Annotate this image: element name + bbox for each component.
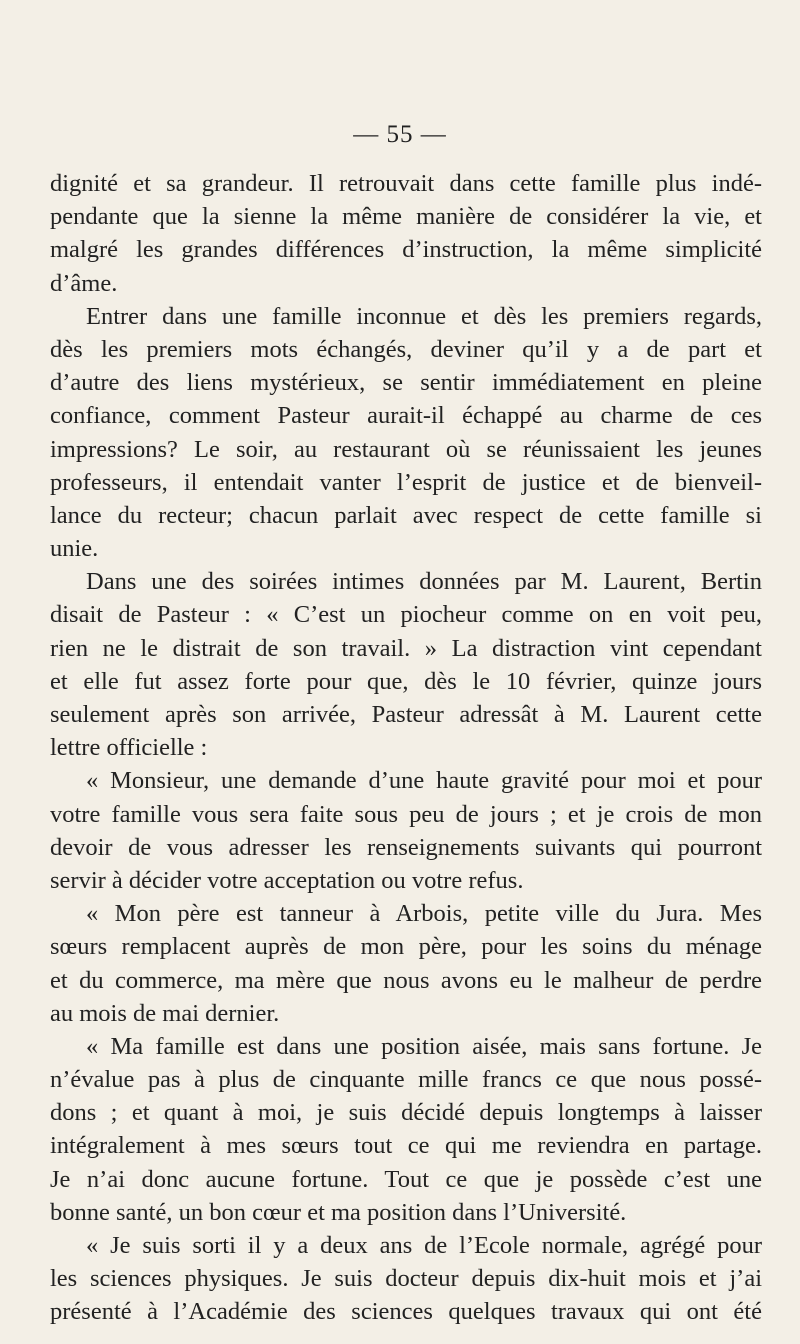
body-text [50, 167, 762, 1329]
text-line: seulement après son arrivée, Pasteur adressât à M. Laurent cette [50, 701, 762, 728]
text-line: Je n’ai donc aucune fortune. Tout ce que je possède c’est une [50, 1165, 762, 1193]
text-line: pendante que la sienne la même manière de considérer la vie, et [50, 203, 762, 231]
text-line: « Monsieur, une demande d’une haute gravité pour moi et pour [86, 767, 762, 795]
text-line: dès les premiers mots échangés, deviner qu’il y a de part et [50, 335, 762, 363]
page-number: — 55 — [353, 121, 447, 148]
text-line: et elle fut assez forte pour que, dès le 10 février, quinze jours [50, 667, 762, 695]
text-line: sœurs remplacent auprès de mon père, pour les soins du ménage [50, 933, 762, 961]
text-line: confiance, comment Pasteur aurait-il échappé au charme de ces [50, 402, 762, 430]
text-line: « Je suis sorti il y a deux ans de l’Ecole normale, agrégé pour [86, 1232, 762, 1259]
text-line: « Ma famille est dans une position aisée, mais sans fortune. Je [86, 1032, 762, 1060]
text-line: votre famille vous sera faite sous peu de jours ; et je crois de mon [50, 800, 762, 828]
text-line: lance du recteur; chacun parlait avec respect de cette famille si [50, 501, 762, 529]
text-line: d’âme. [50, 269, 118, 297]
text-line: présenté à l’Académie des sciences quelques travaux qui ont été [50, 1298, 762, 1326]
text-line: n’évalue pas à plus de cinquante mille francs ce que nous possé- [50, 1066, 762, 1094]
text-line: bonne santé, un bon cœur et ma position dans l’Université. [50, 1198, 627, 1226]
text-line: Entrer dans une famille inconnue et dès les premiers regards, [86, 302, 762, 330]
text-line: lettre officielle : [50, 734, 208, 762]
text-line: devoir de vous adresser les renseignements suivants qui pourront [50, 833, 762, 861]
text-line: dignité et sa grandeur. Il retrouvait dans cette famille plus indé- [50, 170, 762, 197]
text-line: « Mon père est tanneur à Arbois, petite ville du Jura. Mes [86, 900, 762, 928]
text-line: au mois de mai dernier. [50, 999, 280, 1027]
text-line: dons ; et quant à moi, je suis décidé depuis longtemps à laisser [50, 1099, 762, 1127]
text-line: malgré les grandes différences d’instruction, la même simplicité [50, 236, 762, 264]
text-line: et du commerce, ma mère que nous avons eu le malheur de perdre [50, 966, 762, 994]
text-line: rien ne le distrait de son travail. » La distraction vint cependant [50, 634, 762, 662]
text-line: d’autre des liens mystérieux, se sentir immédiatement en pleine [50, 369, 762, 397]
text-line: Dans une des soirées intimes données par M. Laurent, Bertin [86, 568, 762, 596]
text-line: intégralement à mes sœurs tout ce qui me reviendra en partage. [50, 1132, 762, 1160]
text-line: disait de Pasteur : « C’est un piocheur comme on en voit peu, [50, 601, 762, 629]
text-line: les sciences physiques. Je suis docteur depuis dix-huit mois et j’ai [50, 1265, 762, 1293]
text-line: unie. [50, 535, 99, 563]
text-line: servir à décider votre acceptation ou votre refus. [50, 866, 524, 894]
text-line: impressions? Le soir, au restaurant où se réunissaient les jeunes [50, 435, 762, 463]
text-line: professeurs, il entendait vanter l’esprit de justice et de bienveil- [50, 468, 762, 496]
